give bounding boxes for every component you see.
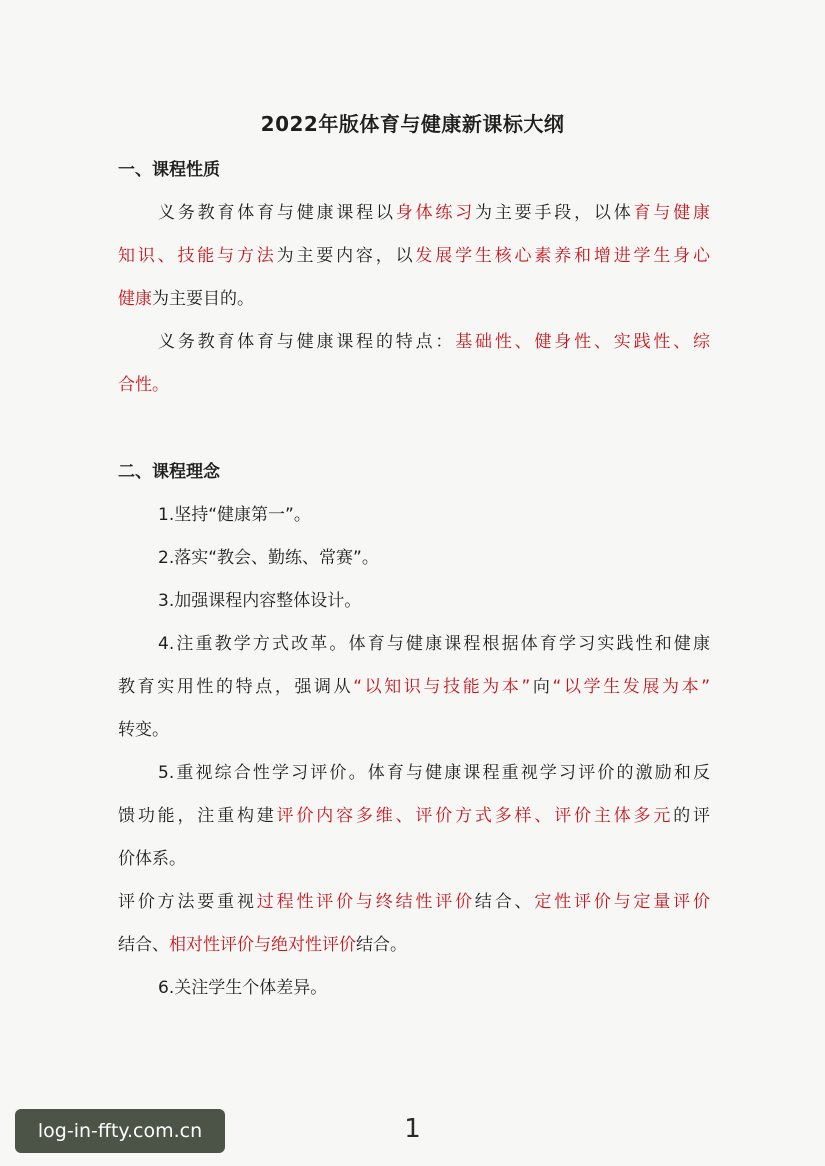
highlight-text: 身体练习 (395, 203, 476, 223)
highlight-text: “以学生发展为本” (552, 677, 710, 697)
highlight-text: “以知识与技能为本” (353, 677, 531, 697)
highlight-text: 定性评价与定量评价 (534, 892, 711, 912)
paragraph-line (158, 198, 710, 223)
paragraph-line (118, 930, 710, 955)
text: 为主要内容，以 (276, 246, 416, 266)
list-item: 3.加强课程内容整体设计。 (158, 591, 362, 611)
highlight-text: 过程性评价与终结性评价 (256, 892, 475, 912)
highlight-text: 发展学生核心素养和增进学生身心 (415, 246, 711, 266)
paragraph-line (118, 241, 710, 266)
watermark-label: log-in-ffty.com.cn (15, 1109, 225, 1153)
highlight-text: 基础性、健身性、实践性、综 (455, 332, 711, 352)
text: 评价方法要重视 (118, 892, 257, 912)
highlight-text: 健康 (118, 289, 152, 309)
paragraph-line (118, 887, 710, 912)
list-item: 6.关注学生个体差异。 (158, 978, 328, 998)
section-heading-nature: 一、课程性质 (118, 160, 220, 180)
paragraph-line (118, 284, 710, 309)
list-item: 1.坚持“健康第一”。 (158, 505, 311, 525)
text: 向 (530, 677, 553, 697)
list-item: 5.重视综合性学习评价。体育与健康课程重视学习评价的激励和反 (158, 763, 710, 783)
list-item: 2.落实“教会、勤练、常赛”。 (158, 548, 379, 568)
text: 义务教育体育与健康课程的特点： (158, 332, 456, 352)
text: 结合、 (474, 892, 535, 912)
text: 义务教育体育与健康课程以 (158, 203, 396, 223)
paragraph-line: 价体系。 (118, 849, 186, 869)
text: 结合。 (356, 935, 407, 955)
document-title: 2022年版体育与健康新课标大纲 (260, 112, 565, 136)
text: 的评 (673, 806, 711, 826)
highlight-text: 相对性评价与绝对性评价 (169, 935, 356, 955)
text: 馈功能，注重构建 (118, 806, 277, 826)
paragraph-line (118, 370, 710, 395)
list-item: 4.注重教学方式改革。体育与健康课程根据体育学习实践性和健康 (158, 634, 710, 654)
text: 为主要手段，以体 (475, 203, 634, 223)
highlight-text: 评价内容多维、评价方式多样、评价主体多元 (276, 806, 674, 826)
page-number: 1 (404, 1114, 421, 1144)
highlight-text: 合性。 (118, 375, 169, 395)
text: 教育实用性的特点，强调从 (118, 677, 354, 697)
paragraph-line: 转变。 (118, 720, 169, 740)
highlight-text: 育与健康 (633, 203, 711, 223)
paragraph-line (158, 327, 710, 352)
paragraph-line (118, 672, 710, 697)
paragraph-line (118, 801, 710, 826)
section-heading-philosophy: 二、课程理念 (118, 462, 220, 482)
text: 结合、 (118, 935, 169, 955)
text: 为主要目的。 (152, 289, 254, 309)
highlight-text: 知识、技能与方法 (118, 246, 277, 266)
